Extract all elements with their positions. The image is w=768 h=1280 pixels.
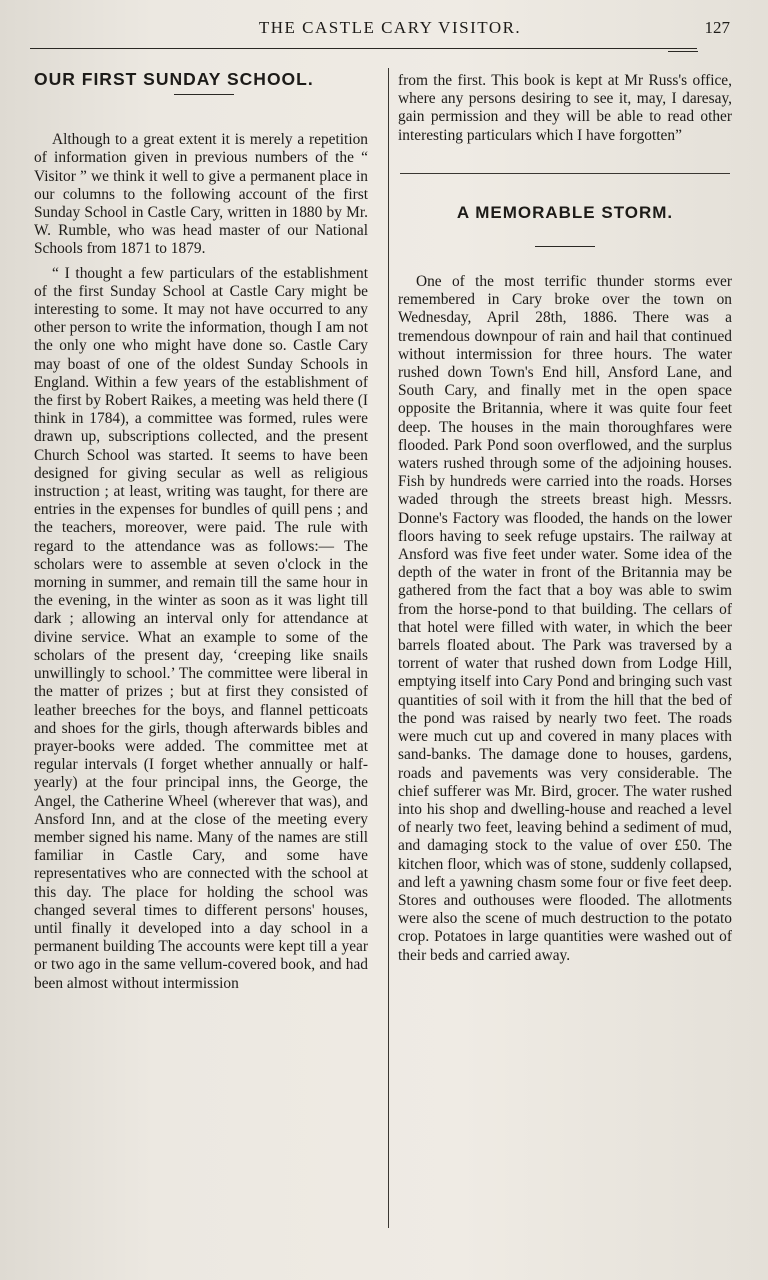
right-column — [398, 72, 732, 965]
header-rule-short — [668, 51, 698, 52]
running-head — [30, 14, 730, 44]
article-paragraph: “ I thought a few particulars of the establishment of the first Sunday School at Castle Cary might be interesting to some. It may not have occurred to any other person to write the information, though I am not the only one who might have done so. Castle Cary may boast of one of the oldest Sunday Schools in England. Within a few years of the establishment of the first by Robert Raikes, a meeting was held there (I think in 1784), a committee was formed, rules were drawn up, subscriptions collected, and the present Church School was started. It seems to have been designed for giving secular as well as religious instruction ; at least, writing was taught, for there are entries in the expenses for bundles of quill pens ; and the teachers, moreover, were paid. The rule with regard to the attendance was as follows:— The scholars were to assemble at seven o'clock in the morning in summer, and remain till the same hour in the evening, in the winter as soon as it was light till dark ; allowing an interval only for attendance at divine service. What an example to some of the scholars of the present day, ‘creeping like snails unwillingly to school.’ The committee were liberal in the matter of prizes ; but at first they consisted of leather breeches for the boys, and flannel petticoats and shoes for the girls, though afterwards bibles and prayer-books were added. The committee met at regular intervals (I forget whether annually or half-yearly) at the four principal inns, the George, the Angel, the Catherine Wheel (wherever that was), and Ansford Inn, and at the close of the meeting every member signed his name. Many of the names are still familiar in Castle Cary, and some have representatives who are connected with the school at this day. The place for holding the school was changed several times to different persons' houses, until finally it developed into a day school in a permanent building The accounts were kept till a year or two ago in the same vellum-covered book, and had been almost without intermission — [34, 264, 368, 992]
page-number: 127 — [704, 18, 730, 37]
heading-rule — [174, 94, 234, 95]
running-title: THE CASTLE CARY VISITOR. — [258, 18, 522, 37]
article-heading-sunday-school: OUR FIRST SUNDAY SCHOOL. — [34, 69, 314, 89]
column-divider — [388, 68, 389, 1228]
article-paragraph: Although to a great extent it is merely a repetition of information given in previous numbers of the “ Visitor ” we think it well to give a permanent place in our columns to the following account of the first Sunday School in Castle Cary, written in 1880 by Mr. W. Rumble, who was head master of our National Schools from 1871 to 1879. — [34, 131, 368, 258]
section-rule — [400, 173, 730, 174]
article-paragraph: One of the most terrific thunder storms ever remembered in Cary broke over the town on Wednesday, April 28th, 1886. There was a tremendous downpour of rain and hail that continued without intermission for three hours. The water rushed down Town's End hill, Ansford Lane, and South Cary, and finally met in the open space opposite the Britannia, where it was quite four feet deep. The houses in the main thoroughfares were flooded. Park Pond soon overflowed, and the surplus waters rushed through some of the adjoining houses. Fish by hundreds were carried into the roads. Horses waded through the streets breast high. Messrs. Donne's Factory was flooded, the hands on the lower floors having to seek refuge upstairs. The railway at Ansford was five feet under water. Some idea of the depth of the water in front of the Britannia may be gathered from the fact that a boy was able to swim from the horse-pond to that building. The cellars of that hotel were filled with water, in which the beer barrels floated about. The Park was traversed by a torrent of water that rushed down from Lodge Hill, emptying itself into Cary Pond and bringing such vast quantities of soil with it from the hill that the bed of the pond was raised by nearly two feet. The roads were much cut up and covered in many places with sand-banks. The damage done to houses, gardens, roads and pavements was very considerable. The chief sufferer was Mr. Bird, grocer. The water rushed into his shop and dwelling-house and reached a level of nearly two feet, leaving behind a sediment of mud, and damaging stock to the value of over £50. The kitchen floor, which was of stone, suddenly collapsed, and left a yawning chasm some four or five feet deep. Stores and outhouses were flooded. The allotments were also the scene of much destruction to the potato crop. Potatoes in large quantities were washed out of their beds and carried away. — [398, 273, 732, 964]
heading-rule — [535, 246, 595, 247]
left-column — [34, 70, 368, 993]
article-heading-storm: A MEMORABLE STORM. — [456, 202, 674, 222]
article-continuation: from the first. This book is kept at Mr Russ's office, where any persons desiring to see it, may, I daresay, gain permission and they will be able to read other interesting particulars which I have forgotten” — [398, 72, 732, 144]
header-rule — [30, 48, 697, 49]
